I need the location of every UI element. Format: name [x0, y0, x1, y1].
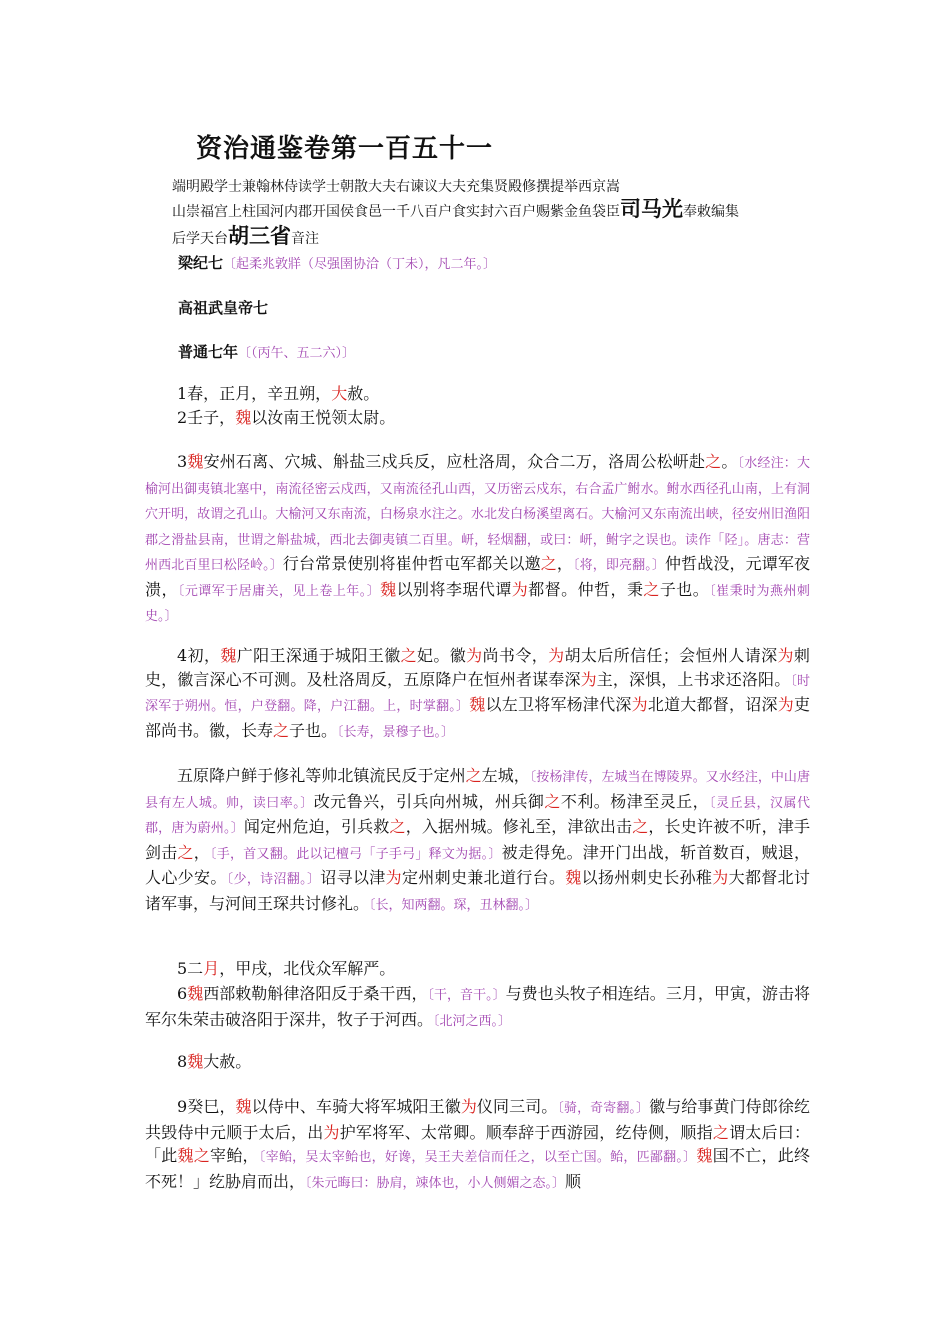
highlighted-term: 之 — [643, 579, 660, 599]
text-run: 以左卫将军杨津代深 — [485, 695, 632, 714]
text-run: ，入据州城。修礼至，津欲出击 — [405, 817, 633, 836]
text-run: 宰鲐， — [210, 1146, 259, 1165]
text-run: 以侍中、车骑大将军城阳王徽 — [251, 1097, 461, 1116]
highlighted-term: 魏 — [187, 452, 204, 471]
text-run: ，甲戌，北伐众军解严。 — [219, 959, 396, 978]
annotation-note: 〔时深军于朔州。恒，户登翻。降，户江翻。上，时掌翻。〕 — [145, 673, 810, 714]
highlighted-term: 之 — [705, 452, 722, 471]
text-run: 妃。徽 — [416, 646, 467, 665]
text-run: 西部敕勒斛律洛阳反于桑干西， — [203, 984, 428, 1003]
text-run: ，长史许被不听，津手剑击 — [145, 817, 810, 862]
highlighted-term: 魏 — [235, 1097, 252, 1116]
annotation-note: 〔水经注：大榆河出御夷镇北塞中，南流径密云戍西，又南流径孔山西，又历密云戍东，右合孟广鲋水。鲋水西径孔山南，上有洞穴开明，故谓之孔山。大榆河又东南流，白杨泉水注之。水北发白杨溪望离石。大榆河又东南流出峡，径安州旧渔阳郡之滑盐县南，世谓之斛盐城，西北去御夷镇二百里。岍，轻烟翻，或曰：岍，鲋字之误也。读作「陉」。唐志：营州西北百里曰松陉岭。〕 — [145, 456, 810, 573]
annotator-prefix: 后学天台 — [172, 231, 228, 247]
text-run: 以扬州刺史长孙稚 — [581, 868, 713, 887]
text-run: 五原降户鲜于修礼等帅北镇流民反于定州 — [177, 766, 466, 785]
highlighted-term: 之 — [193, 1146, 211, 1165]
annotation-note: 〔长，知两翻。琛，丑林翻。〕 — [369, 897, 539, 913]
text-run: 刺史，徽言深心不可测。及杜洛周反，五原降户在恒州者谋奉深 — [145, 646, 810, 689]
text-run: 3 — [177, 452, 188, 471]
text-run: 4初， — [177, 646, 221, 665]
text-run: 以汝南王悦领太尉。 — [251, 408, 396, 427]
text-run: 顺 — [565, 1171, 582, 1191]
annotation-note: 〔长寿，景穆子也。〕 — [337, 724, 455, 740]
section-title: 高祖武皇帝七 — [178, 299, 269, 317]
highlighted-term: 之 — [632, 817, 649, 836]
byline-line-1 — [172, 176, 620, 198]
annotation-note: 〔元谭军于居庸关，见上卷上年。〕 — [177, 583, 381, 599]
section-title: 梁纪七 — [178, 254, 224, 272]
highlighted-term: 魏 — [187, 1052, 204, 1071]
highlighted-term: 魏 — [177, 1146, 194, 1165]
text-run: ， — [193, 842, 210, 862]
annotation-note: 〔骑，奇寄翻。〕 — [557, 1101, 650, 1116]
highlighted-term: 之 — [273, 720, 290, 740]
byline-line-2 — [172, 198, 739, 223]
text-run: 安州石离、穴城、斛盐三戍兵反，应杜洛周，众合二万，洛周公松岍赴 — [203, 452, 706, 471]
text-run: 赦。 — [347, 384, 380, 403]
annotation-note: 〔北河之西。〕 — [433, 1013, 512, 1029]
text-run: 子也。 — [659, 579, 710, 599]
annotation-note: 〔将，即亮翻。〕 — [573, 558, 665, 573]
text-run: 主，深惧，上书求还洛阳。 — [596, 669, 791, 689]
highlighted-term: 之 — [540, 554, 557, 573]
highlighted-term: 之 — [544, 791, 561, 811]
annotation-note: 〔宰鲐，吴太宰鲐也，好谗，吴王夫差信而任之，以至亡国。鲐，匹鄙翻。〕 — [258, 1150, 697, 1165]
annotation-note: 〔少，诗沼翻。〕 — [226, 872, 321, 887]
author-titles: 端明殿学士兼翰林侍读学士朝散大夫右谏议大夫充集贤殿修撰提举西京嵩 — [172, 179, 620, 195]
text-run: 改元鲁兴，引兵向州城，州兵御 — [313, 791, 545, 811]
text-run: ， — [556, 554, 574, 573]
text-run: 6 — [177, 984, 188, 1003]
annotator-role: 音注 — [291, 231, 319, 247]
highlighted-term: 为 — [580, 669, 597, 689]
text-run: 被走得免。津开门出战，斩首数百，贼退，人心少安。 — [145, 842, 810, 887]
highlighted-term: 之 — [712, 1122, 730, 1142]
highlighted-term: 之 — [389, 817, 406, 836]
byline-line-3 — [172, 225, 319, 250]
section-heading-year — [178, 341, 355, 362]
text-run: 诏寻以津 — [320, 868, 386, 887]
paragraph-5 — [145, 764, 810, 917]
annotation-note: 〔按杨津传，左城当在博陵界。又水经注，中山唐县有左人城。帅，读曰率。〕 — [145, 770, 810, 811]
highlighted-term: 魏 — [235, 408, 252, 427]
page-title: 资治通鉴卷第一百五十一 — [196, 134, 494, 164]
section-title: 普通七年 — [178, 343, 239, 361]
text-run: 1春，正月，辛丑朔， — [177, 384, 332, 403]
section-note: 〔起柔兆敦牂（尽强圉协洽（丁未），凡二年。〕 — [223, 257, 497, 272]
text-run: 仪同三司。 — [476, 1097, 558, 1116]
text-run: 以别将李琚代谭 — [396, 579, 512, 599]
annotation-note: 〔灵丘县，汉属代郡，唐为蔚州。〕 — [145, 795, 810, 836]
highlighted-term: 为 — [631, 695, 648, 714]
highlighted-term: 之 — [400, 646, 417, 665]
text-run: 行台常景使别将崔仲哲屯军都关以邀 — [282, 554, 541, 573]
author-name: 司马光 — [620, 197, 683, 221]
paragraph-3 — [145, 450, 810, 629]
text-run: 胡太后所信任；会恒州人请深 — [564, 646, 778, 665]
text-run: 北道大都督，诏深 — [647, 695, 778, 714]
highlighted-term: 为 — [777, 646, 794, 665]
text-run: 5二 — [177, 959, 204, 978]
annotation-note: 〔崔秉时为燕州刺史。〕 — [145, 583, 810, 624]
section-heading-emperor — [178, 297, 268, 318]
paragraph-6 — [145, 957, 810, 981]
highlighted-term: 大 — [331, 384, 348, 403]
paragraph-2 — [145, 406, 810, 430]
section-heading-liang — [178, 252, 496, 273]
text-run: 广阳王深通于城阳王徽 — [236, 646, 401, 665]
text-run: 8 — [177, 1052, 188, 1071]
paragraph-4 — [145, 644, 810, 744]
highlighted-term: 为 — [466, 646, 483, 665]
text-run: 徽与给事黄门侍郎徐纥共毁侍中元顺于太后，出 — [145, 1097, 810, 1142]
author-role: 奉敕编集 — [683, 204, 739, 220]
paragraph-9 — [145, 1095, 810, 1195]
text-run: 吏部尚书。徽，长寿 — [145, 695, 810, 740]
text-run: 大都督北讨诸军事，与河间王琛共讨修礼。 — [145, 868, 810, 913]
highlighted-term: 为 — [712, 868, 729, 887]
text-run: 。 — [721, 452, 738, 471]
highlighted-term: 魏 — [220, 646, 237, 665]
highlighted-term: 为 — [548, 646, 565, 665]
highlighted-term: 为 — [777, 695, 794, 714]
highlighted-term: 为 — [323, 1122, 340, 1142]
paragraph-8 — [145, 1050, 810, 1074]
paragraph-7 — [145, 982, 810, 1033]
text-run: 尚书令， — [482, 646, 549, 665]
text-run: 9癸巳， — [177, 1097, 236, 1116]
text-run: 左城， — [481, 766, 530, 785]
highlighted-term: 魏 — [469, 695, 486, 714]
text-run: 2壬子， — [177, 408, 236, 427]
highlighted-term: 魏 — [696, 1146, 713, 1165]
annotator-name: 胡三省 — [228, 224, 291, 248]
text-run: 都督。仲哲，秉 — [528, 579, 644, 599]
text-run: 子也。 — [289, 720, 338, 740]
section-note: 〔（丙午、五二六）〕 — [238, 346, 356, 361]
annotation-note: 〔手，首又翻。此以记檀弓「子手弓」释文为据。〕 — [210, 846, 502, 862]
highlighted-term: 魏 — [187, 984, 204, 1003]
highlighted-term: 之 — [465, 766, 482, 785]
highlighted-term: 为 — [511, 579, 529, 599]
highlighted-term: 之 — [177, 842, 194, 862]
highlighted-term: 月 — [203, 959, 220, 978]
text-run: 不利。杨津至灵丘， — [560, 791, 710, 811]
text-run: 闻定州危迫，引兵救 — [243, 817, 390, 836]
annotation-note: 〔朱元晦曰：胁肩，竦体也，小人侧媚之态。〕 — [305, 1175, 566, 1191]
paragraph-1 — [145, 382, 810, 406]
author-titles-cont: 山崇福宫上柱国河内郡开国侯食邑一千八百户食实封六百户赐紫金鱼袋臣 — [172, 204, 620, 220]
text-run: 护军将军、太常卿。顺奉辞于西游园，纥侍侧，顺指 — [339, 1122, 713, 1142]
text-run: 大赦。 — [203, 1052, 252, 1071]
text-run: 定州刺史兼北道行台。 — [401, 868, 566, 887]
text-run: 与费也头牧子相连结。三月，甲寅，游击将军尔朱荣击破洛阳于深井，牧子于河西。 — [145, 984, 810, 1029]
highlighted-term: 魏 — [380, 579, 397, 599]
highlighted-term: 为 — [460, 1097, 477, 1116]
highlighted-term: 魏 — [565, 868, 582, 887]
text-run: 国不亡，此终不死！」纥胁肩而出， — [145, 1146, 810, 1191]
text-run: 谓太后曰：「此 — [145, 1122, 810, 1165]
highlighted-term: 为 — [385, 868, 402, 887]
text-run: 仲哲战没，元谭军夜溃， — [145, 554, 810, 599]
annotation-note: 〔干，音干。〕 — [427, 988, 506, 1003]
